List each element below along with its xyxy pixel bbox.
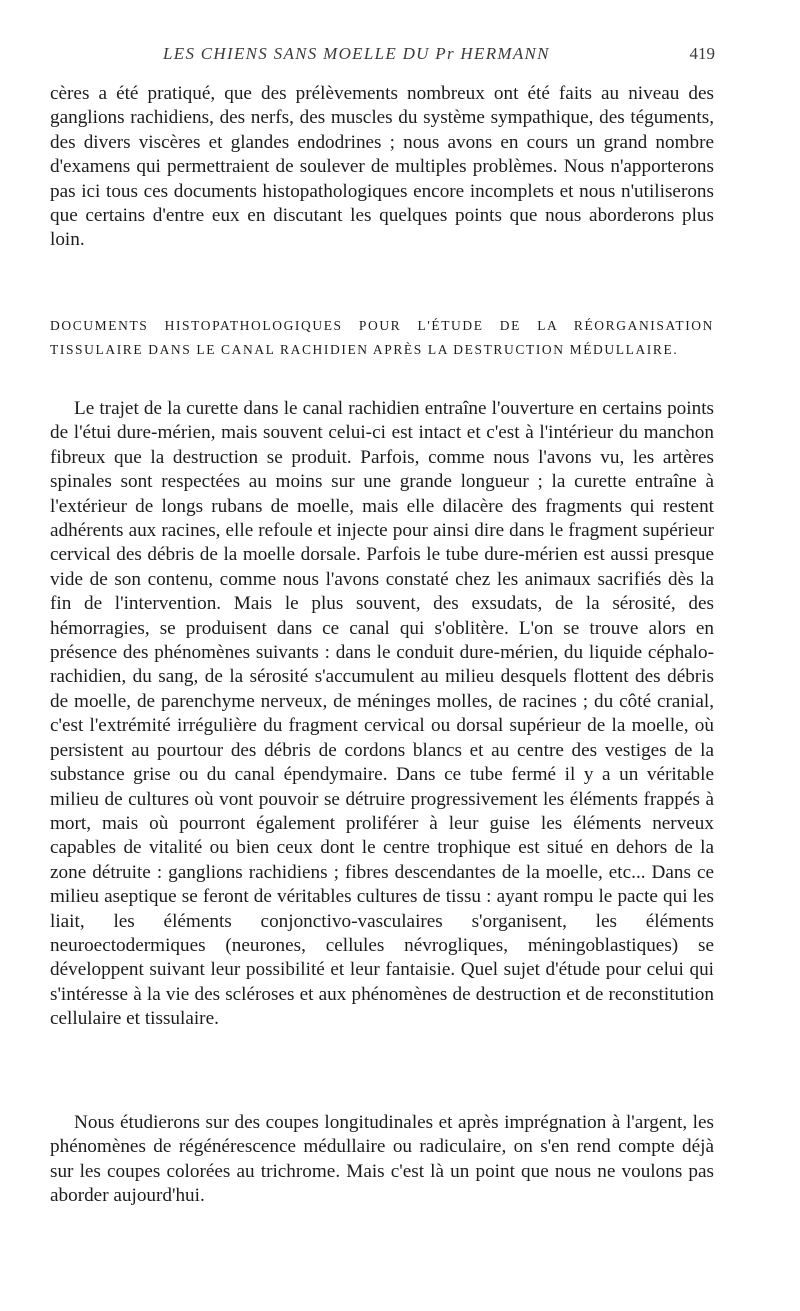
running-head xyxy=(50,44,715,70)
paragraph-body: Le trajet de la curette dans le canal rachidien entraîne l'ouverture en certains points de l'étui dure-mérien, mais souvent celui-ci est intact et c'est à l'intérieur du manchon fibreux que la destruction se produit. Parfois, comme nous l'avons vu, les artères spinales sont respectées au moins sur une grande longueur ; la curette entraîne à l'extérieur de longs rubans de moelle, mais elle dilacère des fragments qui restent adhérents aux racines, elle refoule et injecte pour ainsi dire dans le fragment supérieur cervical des débris de la moelle dorsale. Parfois le tube dure-mérien est aussi presque vide de son contenu, comme nous l'avons constaté chez les animaux sacrifiés dès la fin de l'intervention. Mais le plus souvent, des exsudats, de la sérosité, des hémorragies, se produisent dans ce canal qui s'oblitère. L'on se trouve alors en présence des phénomènes suivants : dans le conduit dure-mérien, du liquide céphalo-rachidien, du sang, de la sérosité s'accumulent au milieu desquels flottent des débris de moelle, de parenchyme nerveux, de méninges molles, de racines ; du côté cranial, c'est l'extrémité irrégulière du fragment cervical ou dorsal supérieur de la moelle, où persistent au pourtour des débris de cordons blancs et au centre des vestiges de la substance grise ou du canal épendymaire. Dans ce tube fermé il y a un véritable milieu de cultures où vont pouvoir se détruire progressivement les éléments frappés à mort, mais où pourront également proliférer à leur guise les éléments nerveux capables de vitalité ou bien ceux dont le centre trophique est situé en dehors de la zone détruite : ganglions rachidiens ; fibres descendantes de la moelle, etc... Dans ce milieu aseptique se feront de véritables cultures de tissu : ayant rompu le pacte qui les liait, les éléments conjonctivo-vasculaires s'organisent, les éléments neuroectodermiques (neurones, cellules névrogliques, méningoblastiques) se développent suivant leur possibilité et leur fantaisie. Quel sujet d'étude pour celui qui s'intéresse à la vie des scléroses et aux phénomènes de destruction et de reconstitution cellulaire et tissulaire. xyxy=(50,398,714,1030)
running-title: LES CHIENS SANS MOELLE DU Pr HERMANN xyxy=(163,44,550,63)
section-heading: DOCUMENTS HISTOPATHOLOGIQUES POUR L'ÉTUDE DE LA RÉORGANISATION TISSULAIRE DANS LE CANAL RACHIDIEN APRÈS LA DESTRUCTION MÉDULLAIRE. xyxy=(50,318,714,358)
paragraph-closing: Nous étudierons sur des coupes longitudinales et après imprégnation à l'argent, les phénomènes de régénérescence médullaire ou radiculaire, on s'en rend compte déjà sur les coupes colorées au trichrome. Mais c'est là un point que nous ne voulons pas aborder aujourd'hui. xyxy=(50,1112,714,1207)
paragraph-continued: cères a été pratiqué, que des prélèvements nombreux ont été faits au niveau des ganglions rachidiens, des nerfs, des muscles du système sympathique, des téguments, des divers viscères et glandes endodrines ; nous avons en cours un grand nombre d'examens qui permettraient de soulever de multiples problèmes. Nous n'apporterons pas ici tous ces documents histopathologiques encore incomplets et nous n'utiliserons que certains d'entre eux en discutant les quelques points que nous aborderons plus loin. xyxy=(50,83,714,251)
page-number: 419 xyxy=(689,44,715,63)
